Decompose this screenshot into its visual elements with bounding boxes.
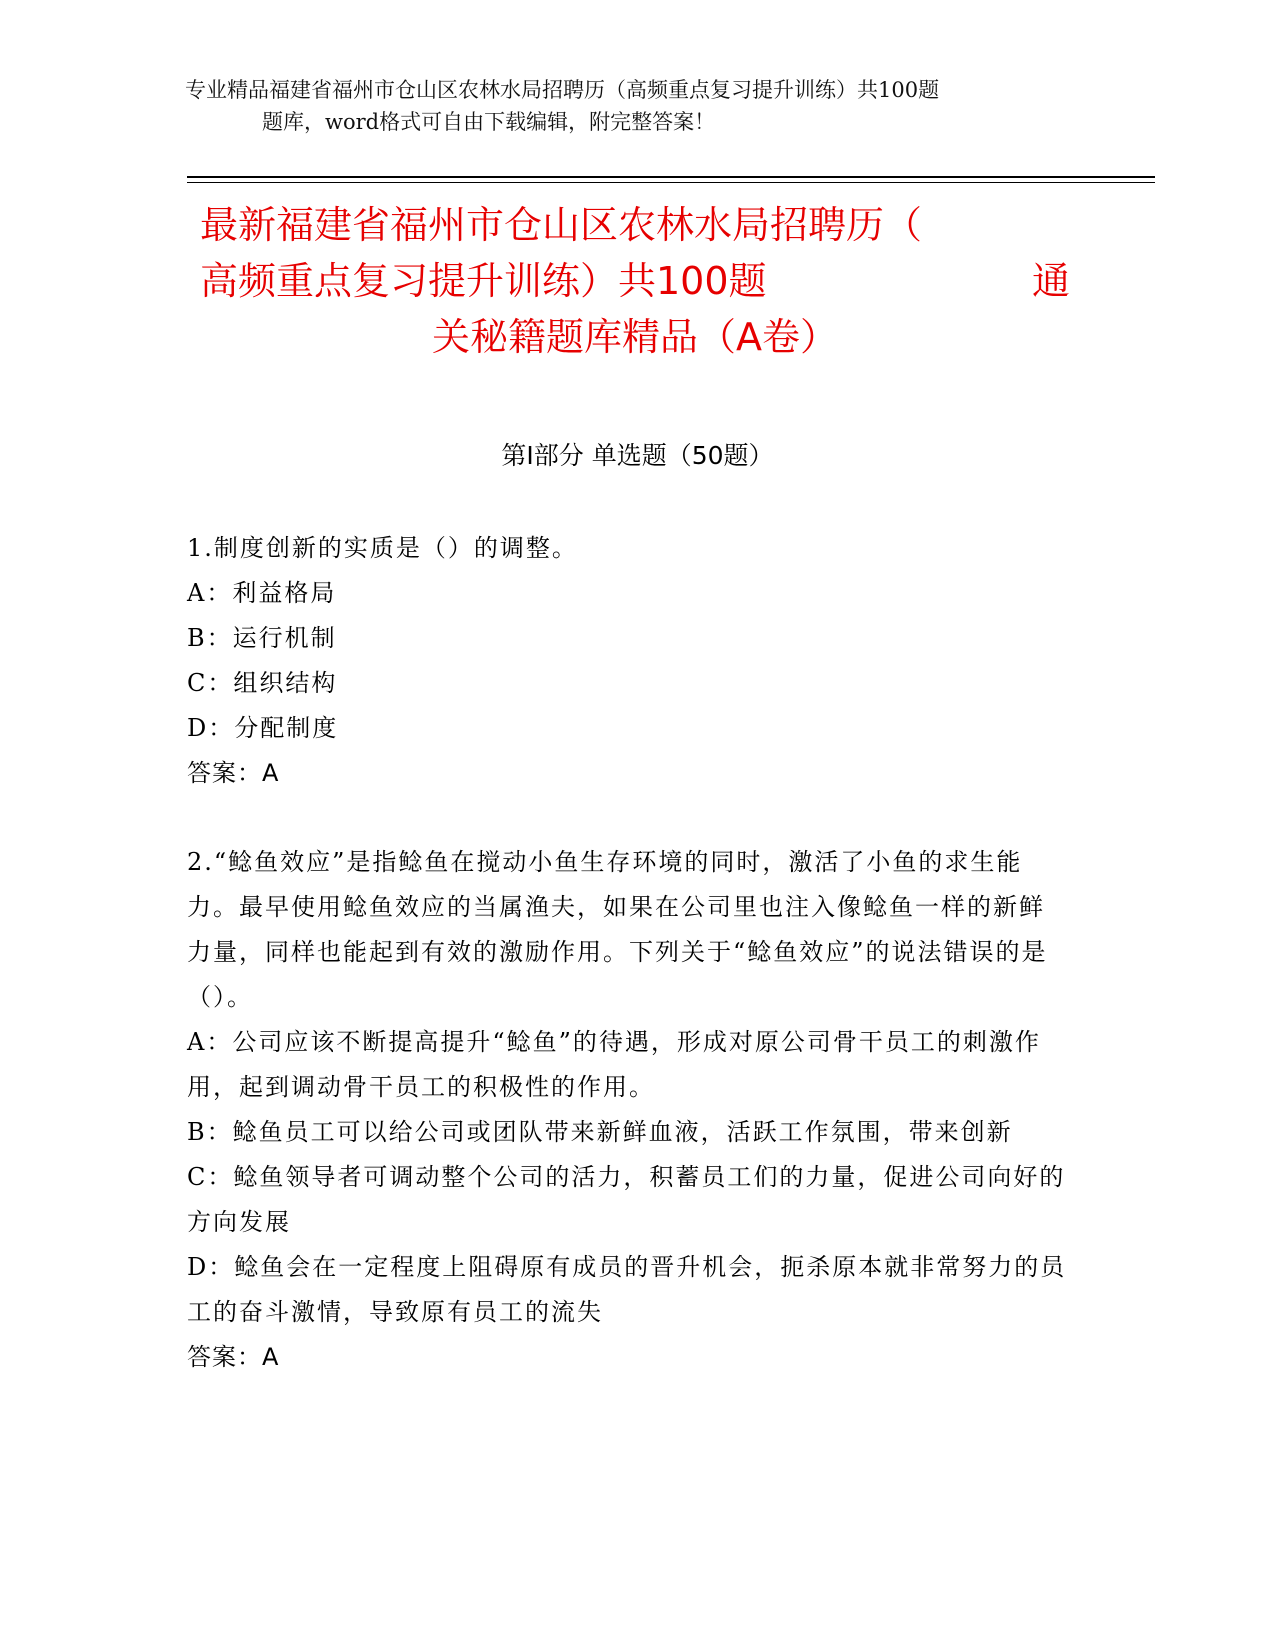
document-title — [200, 197, 1070, 365]
question-list — [187, 526, 1067, 1380]
option-d: D：鲶鱼会在一定程度上阻碍原有成员的晋升机会，扼杀原本就非常努力的员工的奋斗激情，导致原有员工的流失 — [187, 1253, 1067, 1326]
question-1 — [187, 526, 1067, 796]
section-title: 第Ⅰ部分 单选题（50题） — [501, 441, 774, 470]
header-line-2: 题库，word格式可自由下载编辑，附完整答案！ — [262, 110, 716, 134]
answer: 答案：A — [187, 1343, 280, 1371]
option-c: C：组织结构 — [187, 669, 338, 697]
title-line-2-right: 通 — [1031, 259, 1070, 303]
option-a: A：利益格局 — [187, 579, 337, 607]
question-2 — [187, 840, 1067, 1380]
option-a: A：公司应该不断提高提升“鲶鱼”的待遇，形成对原公司骨干员工的刺激作用，起到调动骨干员工的积极性的作用。 — [187, 1028, 1041, 1101]
document-header — [185, 74, 1090, 138]
title-line-2 — [200, 253, 1070, 309]
header-divider-thick — [187, 176, 1155, 178]
question-stem: 1.制度创新的实质是（）的调整。 — [187, 534, 578, 562]
header-divider-thin — [187, 182, 1155, 183]
answer: 答案：A — [187, 759, 280, 787]
option-d: D：分配制度 — [187, 714, 339, 742]
title-line-3: 关秘籍题库精品（A卷） — [432, 315, 838, 359]
question-stem: 2.“鲶鱼效应”是指鲶鱼在搅动小鱼生存环境的同时，激活了小鱼的求生能力。最早使用鲶鱼效应的当属渔夫，如果在公司里也注入像鲶鱼一样的新鲜力量，同样也能起到有效的激励作用。下列关于“鲶鱼效应”的说法错误的是（）。 — [187, 848, 1048, 1011]
title-line-1: 最新福建省福州市仓山区农林水局招聘历（ — [200, 203, 923, 247]
option-c: C：鲶鱼领导者可调动整个公司的活力，积蓄员工们的力量，促进公司向好的方向发展 — [187, 1163, 1066, 1236]
header-line-1: 专业精品福建省福州市仓山区农林水局招聘历（高频重点复习提升训练）共100题 — [185, 78, 940, 102]
option-b: B：鲶鱼员工可以给公司或团队带来新鲜血液，活跃工作氛围，带来创新 — [187, 1118, 1013, 1146]
title-line-2-left: 高频重点复习提升训练）共100题 — [200, 259, 767, 303]
option-b: B：运行机制 — [187, 624, 337, 652]
